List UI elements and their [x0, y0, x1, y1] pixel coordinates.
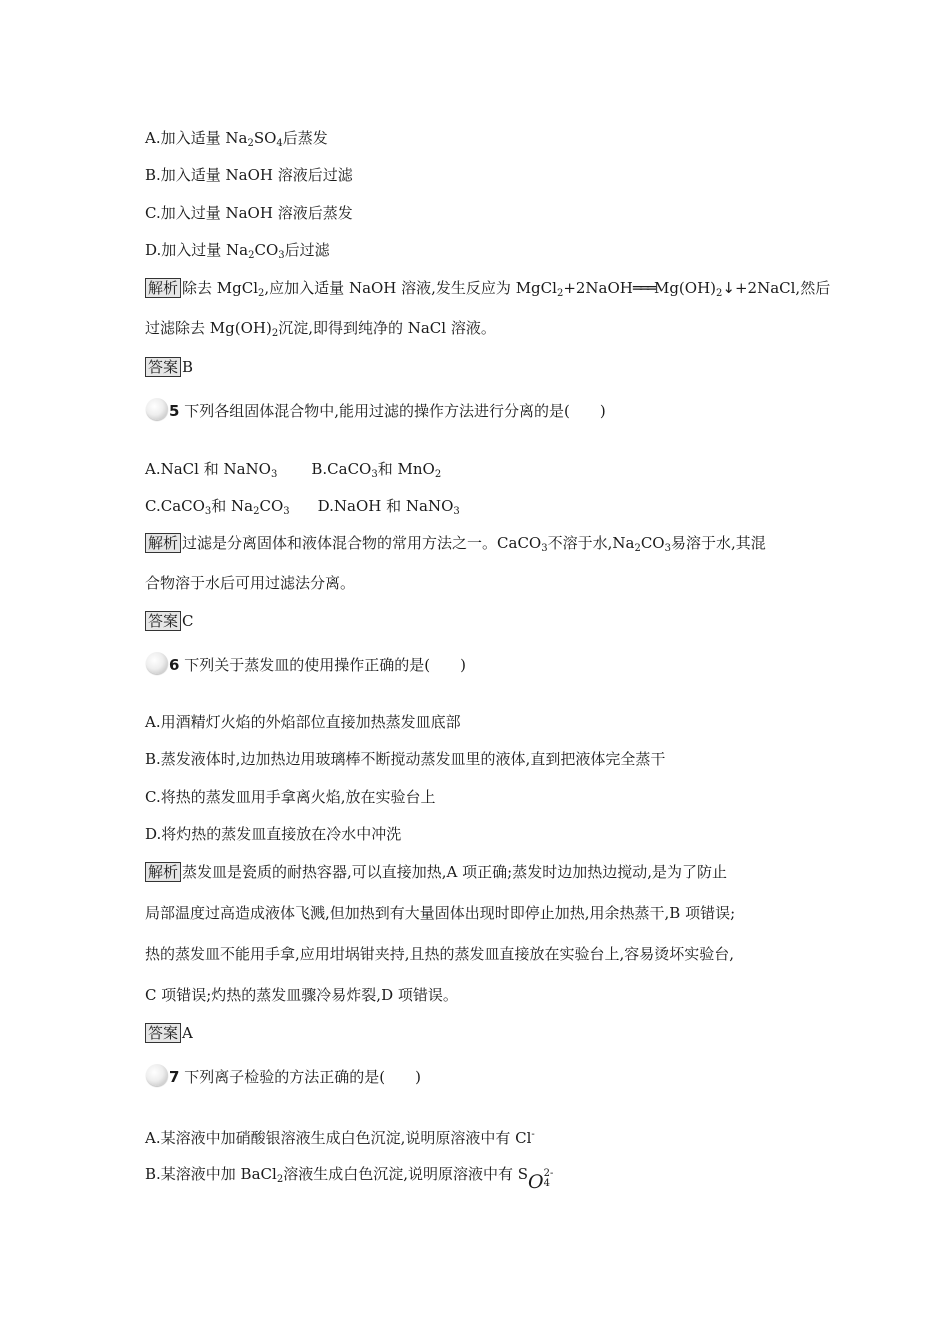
q7-option-a: A.某溶液中加硝酸银溶液生成白色沉淀,说明原溶液中有 Cl- — [145, 1129, 535, 1147]
question-number: 6 — [169, 656, 180, 674]
answer-tag: 答案 — [145, 1023, 181, 1043]
question-number: 5 — [169, 402, 180, 420]
q6-analysis-line-1: 解析 蒸发皿是瓷质的耐热容器,可以直接加热,A 项正确;蒸发时边加热边搅动,是为了防止 — [145, 862, 727, 882]
q6-analysis-line-3: 热的蒸发皿不能用手拿,应用坩埚钳夹持,且热的蒸发皿直接放在实验台上,容易烫坏实验台, — [145, 945, 735, 963]
sulfate-ion: O — [528, 1171, 544, 1193]
q7-stem: 7 下列离子检验的方法正确的是( ) — [169, 1068, 421, 1086]
q5-analysis-line-1: 解析 过滤是分离固体和液体混合物的常用方法之一。CaCO$_3$不溶于水$,Na_2CO_3$易溶于水,其混 — [145, 533, 766, 559]
answer-tag: 答案 — [145, 357, 181, 377]
q5-answer: 答案 C — [145, 611, 194, 631]
analysis-tag: 解析 — [145, 533, 181, 553]
analysis-tag: 解析 — [145, 862, 181, 882]
q4-analysis-line-1: 解析 除去 MgCl$_2$,应加入适量 NaOH 溶液,发生反应为 $MgCl_2+2NaOH═══Mg(OH)_2↓+2NaCl$,然后 — [145, 278, 830, 304]
question-marker-icon — [146, 652, 168, 674]
question-number: 7 — [169, 1068, 180, 1086]
q6-option-a: A.用酒精灯火焰的外焰部位直接加热蒸发皿底部 — [145, 713, 461, 731]
question-marker-icon — [146, 1064, 168, 1086]
analysis-tag: 解析 — [145, 278, 181, 298]
q6-option-b: B.蒸发液体时,边加热边用玻璃棒不断搅动蒸发皿里的液体,直到把液体完全蒸干 — [145, 750, 666, 768]
q6-analysis-line-2: 局部温度过高造成液体飞溅,但加热到有大量固体出现时即停止加热,用余热蒸干,B 项错误; — [145, 904, 736, 922]
q4-analysis-line-2: 过滤除去 $Mg(OH)_2$沉淀,即得到纯净的 NaCl 溶液。 — [145, 319, 496, 339]
q4-option-a: A.加入适量 $Na_2SO_4$后蒸发 — [145, 129, 328, 149]
q6-answer: 答案 A — [145, 1023, 193, 1043]
q4-option-c: C.加入过量 NaOH 溶液后蒸发 — [145, 204, 353, 222]
q4-option-b: B.加入适量 NaOH 溶液后过滤 — [145, 166, 353, 184]
q6-analysis-line-4: C 项错误;灼热的蒸发皿骤冷易炸裂,D 项错误。 — [145, 986, 458, 1004]
question-marker-icon — [146, 398, 168, 420]
q5-analysis-line-2: 合物溶于水后可用过滤法分离。 — [145, 574, 356, 592]
down-arrow-icon: ↓ — [722, 279, 735, 297]
q6-option-c: C.将热的蒸发皿用手拿离火焰,放在实验台上 — [145, 788, 436, 806]
q7-option-b: B.某溶液中加 BaCl$_2$溶液生成白色沉淀,说明原溶液中有 SO 2- 4 — [145, 1165, 554, 1193]
q6-stem: 6 下列关于蒸发皿的使用操作正确的是( ) — [169, 656, 466, 674]
q6-option-d: D.将灼热的蒸发皿直接放在冷水中冲洗 — [145, 825, 402, 843]
q5-options-cd: C.CaCO$_3$和 $Na_2CO_3$ D.NaOH 和 NaNO$_3$ — [145, 497, 460, 517]
q4-answer: 答案 B — [145, 357, 193, 377]
q5-options-ab: A.NaCl 和 NaNO$_3$ B.CaCO$_3$和 MnO$_2$ — [145, 460, 442, 480]
equals-sign: ═══ — [632, 279, 654, 297]
q5-stem: 5 下列各组固体混合物中,能用过滤的操作方法进行分离的是( ) — [169, 402, 606, 420]
answer-tag: 答案 — [145, 611, 181, 631]
q4-option-d: D.加入过量 $Na_2CO_3$后过滤 — [145, 241, 330, 261]
